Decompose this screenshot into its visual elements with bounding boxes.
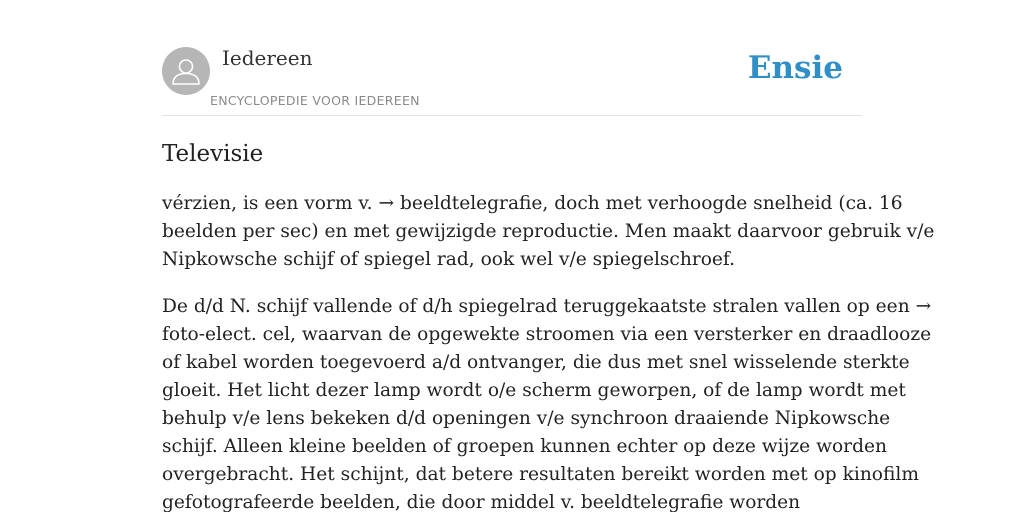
text-line: beelden per sec) en met gewijzigde reproductie. Men maakt daarvoor gebruik v/e (162, 221, 935, 242)
avatar[interactable] (162, 47, 210, 95)
text-line: schijf. Alleen kleine beelden of groepen kunnen echter op deze wijze worden (162, 436, 887, 457)
user-silhouette-icon (162, 47, 210, 95)
article-paragraph (162, 190, 935, 274)
site-header (162, 46, 862, 116)
user-name[interactable]: Iedereen (222, 46, 313, 70)
text-line: gefotografeerde beelden, die door middel v. beeldtelegrafie worden (162, 492, 801, 512)
article (162, 138, 935, 512)
text-line: vérzien, is een vorm v. → beeldtelegrafie, doch met verhoogde snelheid (ca. 16 (162, 193, 903, 214)
text-line: gloeit. Het licht dezer lamp wordt o/e scherm geworpen, of de lamp wordt met (162, 380, 906, 401)
text-line: Nipkowsche schijf of spiegel rad, ook wel v/e spiegelschroef. (162, 249, 736, 270)
text-line: behulp v/e lens bekeken d/d openingen v/e synchroon draaiende Nipkowsche (162, 408, 891, 429)
brand-logo[interactable]: Ensie (747, 50, 843, 86)
text-line: of kabel worden toegevoerd a/d ontvanger, die dus met snel wisselende sterkte (162, 352, 910, 373)
site-tagline: ENCYCLOPEDIE VOOR IEDEREEN (210, 93, 420, 108)
page-title: Televisie (162, 141, 264, 167)
text-line: De d/d N. schijf vallende of d/h spiegelrad teruggekaatste stralen vallen op een → (162, 296, 932, 317)
article-paragraph (162, 293, 932, 512)
text-line: overgebracht. Het schijnt, dat betere resultaten bereikt worden met op kinofilm (162, 464, 919, 485)
text-line: foto-elect. cel, waarvan de opgewekte stroomen via een versterker en draadlooze (162, 324, 932, 345)
